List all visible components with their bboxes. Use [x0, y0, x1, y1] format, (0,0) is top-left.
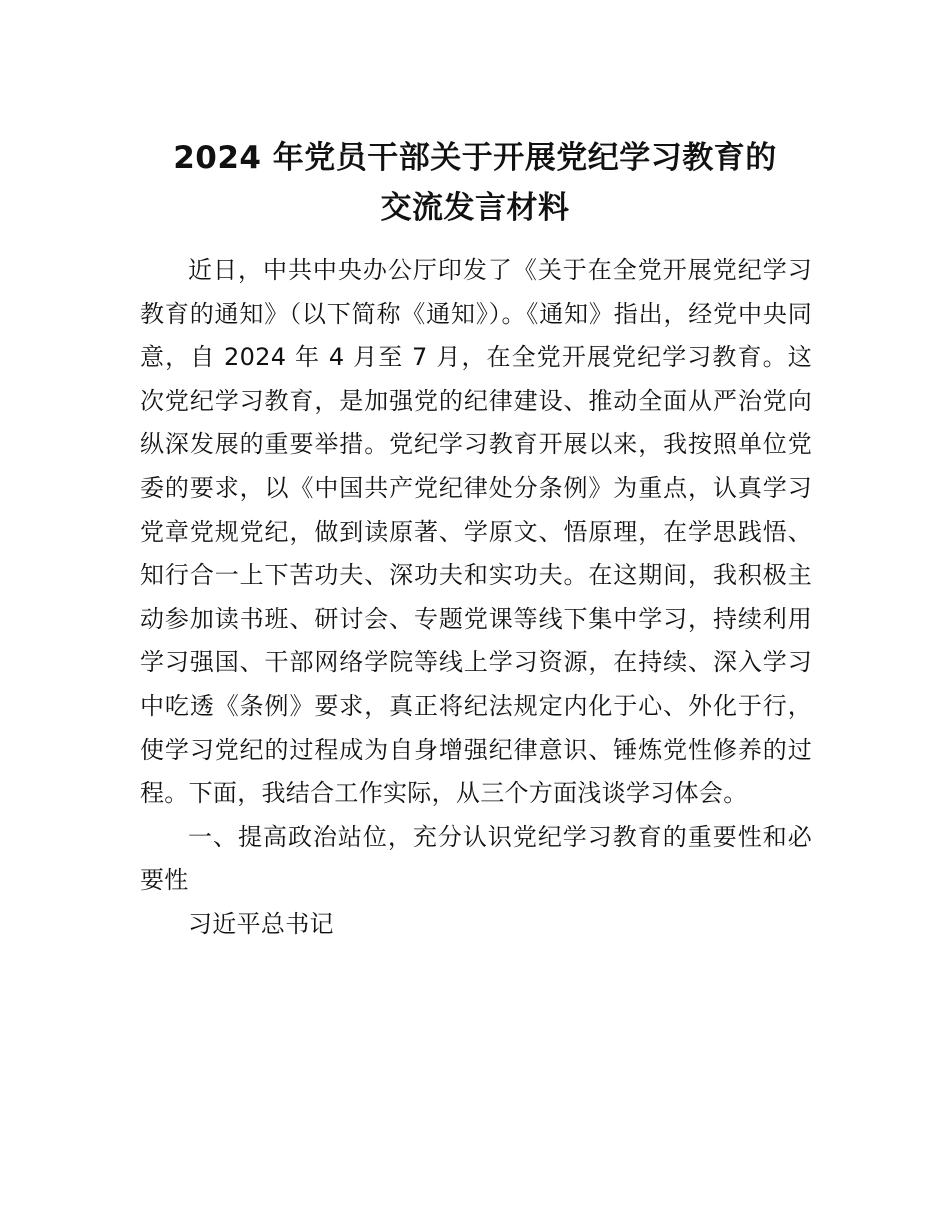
- title-line-2: 交流发言材料: [380, 189, 570, 226]
- title-line-1: 2024 年党员干部关于开展党纪学习教育的: [173, 139, 777, 176]
- intro-paragraph: 近日，中共中央办公厅印发了《关于在全党开展党纪学习教育的通知》（以下简称《通知》）。《通知》指出，经党中央同意，自 2024 年 4 月至 7 月，在全党开展党纪学习教育。这次党纪学习教育，是加强党的纪律建设、推动全面从严治党向纵深发展的重要举措。党纪学习教育开展以来，我按照单位党委的要求，以《中国共产党纪律处分条例》为重点，认真学习党章党规党纪，做到读原著、学原文、悟原理，在学思践悟、知行合一上下苦功夫、深功夫和实功夫。在这期间，我积极主动参加读书班、研讨会、专题党课等线下集中学习，持续利用学习强国、干部网络学院等线上学习资源，在持续、深入学习中吃透《条例》要求，真正将纪法规定内化于心、外化于行，使学习党纪的过程成为自身增强纪律意识、锤炼党性修养的过程。下面，我结合工作实际，从三个方面浅谈学习体会。: [140, 256, 812, 808]
- document-title: [110, 133, 840, 233]
- document-body: [140, 249, 812, 947]
- section-heading-1: 一、提高政治站位，充分认识党纪学习教育的重要性和必要性: [140, 822, 812, 895]
- section-paragraph: 习近平总书记: [188, 909, 334, 938]
